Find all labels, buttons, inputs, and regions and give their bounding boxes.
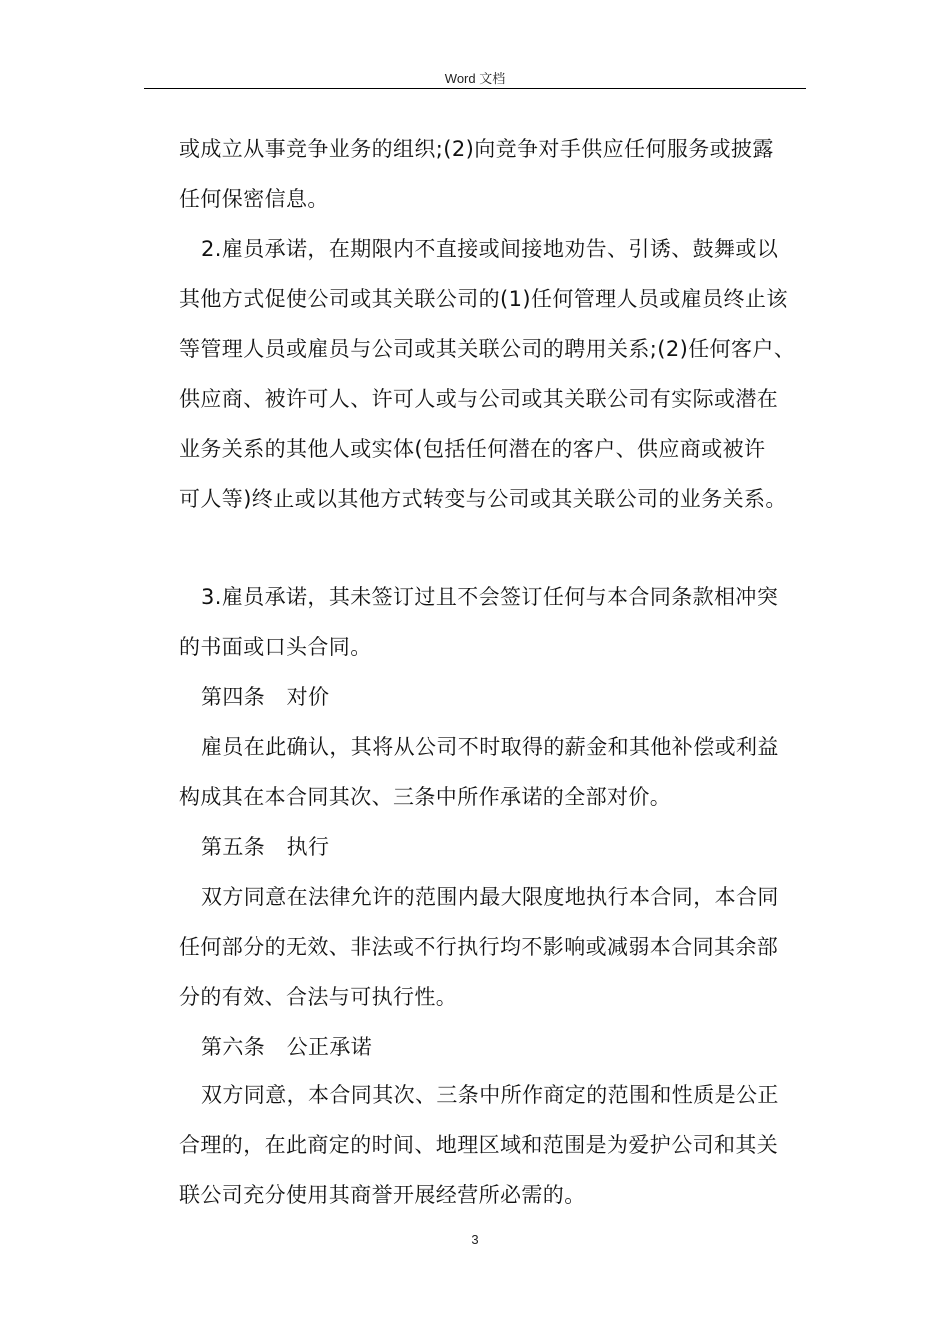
page-header: Word 文档 [444,71,506,86]
body-line: 任何保密信息。 [179,187,329,211]
section-heading: 第四条 对价 [201,685,330,709]
body-line: 2.雇员承诺，在期限内不直接或间接地劝告、引诱、鼓舞或以 [201,237,779,261]
body-line: 合理的，在此商定的时间、地理区域和范围是为爱护公司和其关 [179,1133,779,1157]
body-line: 分的有效、合法与可执行性。 [179,985,458,1009]
body-line: 雇员在此确认，其将从公司不时取得的薪金和其他补偿或利益 [201,735,779,759]
body-line: 3.雇员承诺，其未签订过且不会签订任何与本合同条款相冲突 [201,585,779,609]
section-heading: 第六条 公正承诺 [201,1035,373,1059]
body-line: 或成立从事竞争业务的组织;(2)向竞争对手供应任何服务或披露 [179,137,774,161]
body-line: 可人等)终止或以其他方式转变与公司或其关联公司的业务关系。 [179,487,787,511]
body-line: 其他方式促使公司或其关联公司的(1)任何管理人员或雇员终止该 [179,287,788,311]
body-line: 联公司充分使用其商誉开展经营所必需的。 [179,1183,586,1207]
body-line: 等管理人员或雇员与公司或其关联公司的聘用关系;(2)任何客户、 [179,337,796,361]
page-number: 3 [471,1232,479,1247]
header-divider [144,88,806,89]
body-line: 构成其在本合同其次、三条中所作承诺的全部对价。 [179,785,672,809]
section-heading: 第五条 执行 [201,835,330,859]
body-line: 业务关系的其他人或实体(包括任何潜在的客户、供应商或被许 [179,437,766,461]
body-line: 供应商、被许可人、许可人或与公司或其关联公司有实际或潜在 [179,387,779,411]
body-line: 的书面或口头合同。 [179,635,372,659]
body-line: 任何部分的无效、非法或不行执行均不影响或减弱本合同其余部 [179,935,779,959]
body-line: 双方同意在法律允许的范围内最大限度地执行本合同，本合同 [201,885,779,909]
body-line: 双方同意，本合同其次、三条中所作商定的范围和性质是公正 [201,1083,779,1107]
